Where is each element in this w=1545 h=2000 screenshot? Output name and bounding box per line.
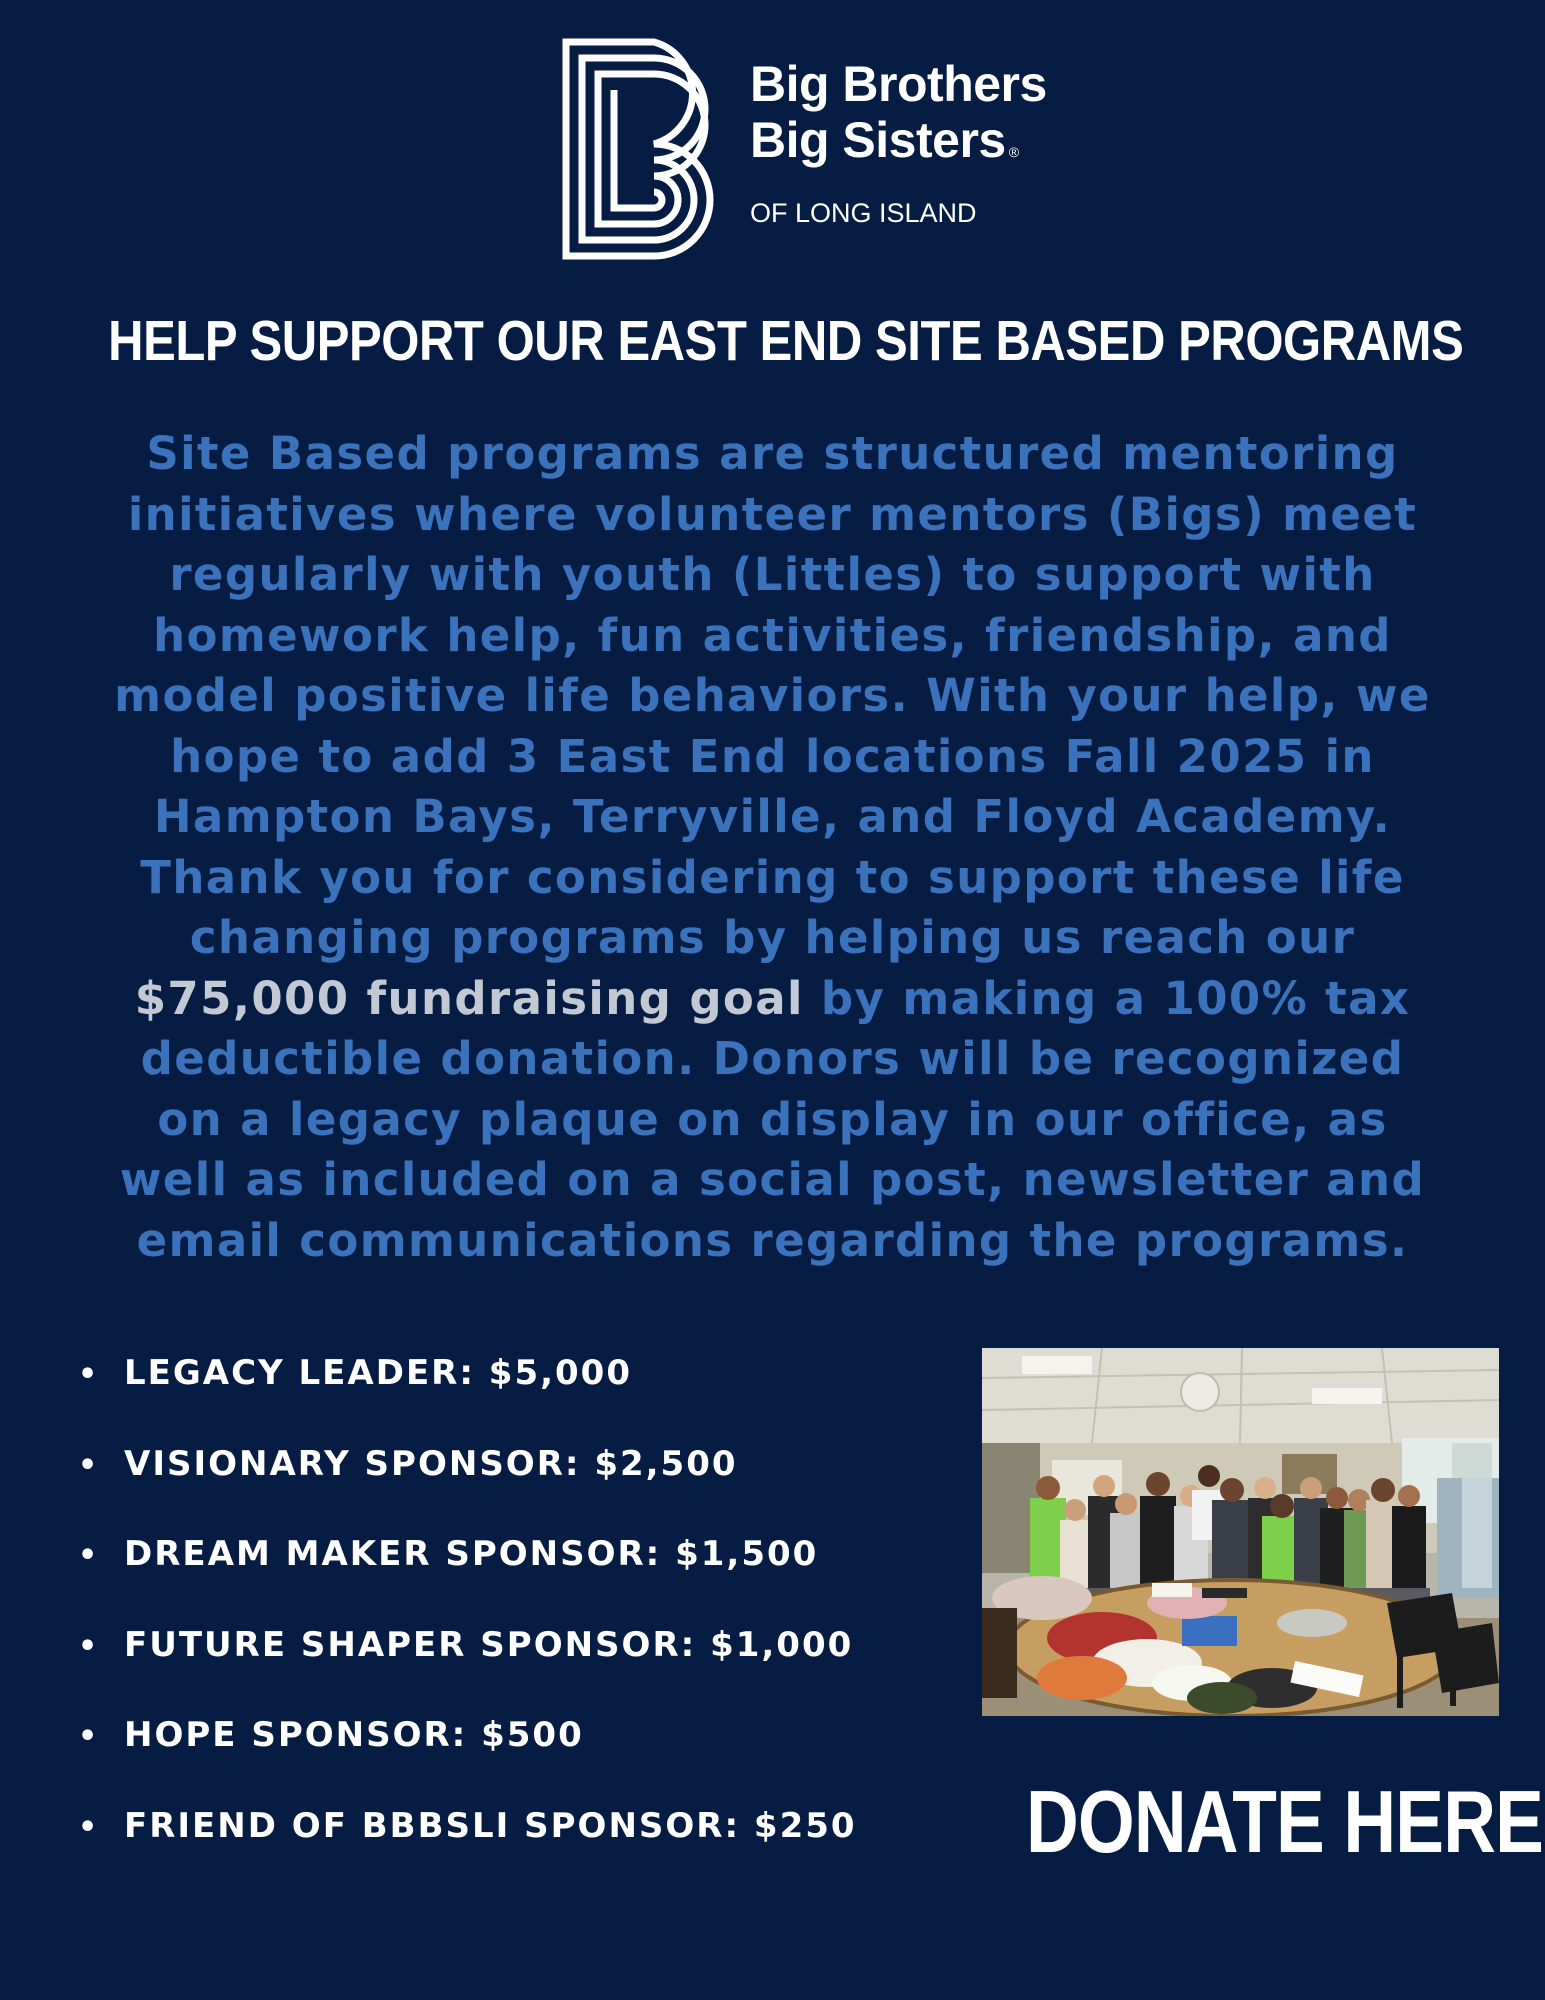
fundraising-goal-highlight: $75,000 fundraising goal xyxy=(134,971,804,1025)
sponsor-tier-label: FUTURE SHAPER SPONSOR: $1,000 xyxy=(124,1624,854,1665)
description-line: hope to add 3 East End locations Fall 2025 in xyxy=(170,729,1375,783)
description-line: Site Based programs are structured mentoring xyxy=(146,427,1399,480)
logo-line-2 xyxy=(750,112,1047,180)
donate-here-button[interactable]: DONATE HERE xyxy=(1025,1772,1544,1871)
logo-wordmark xyxy=(750,56,1047,228)
sponsor-tier-label: FRIEND OF BBBSLI SPONSOR: $250 xyxy=(124,1805,857,1846)
description-line: well as included on a social post, newsletter and xyxy=(119,1153,1426,1206)
sponsor-tier xyxy=(78,1800,938,1891)
sponsor-tier xyxy=(78,1438,938,1529)
bullet-icon: • xyxy=(78,1447,100,1483)
description-line: changing programs by helping us reach our xyxy=(189,911,1356,964)
bullet-icon: • xyxy=(78,1719,100,1754)
bullet-icon: • xyxy=(78,1809,100,1845)
organization-logo xyxy=(562,38,1047,263)
page-headline: HELP SUPPORT OUR EAST END SITE BASED PROGRAMS xyxy=(108,309,1464,373)
sponsor-tier-list xyxy=(78,1347,938,1890)
bullet-icon: • xyxy=(78,1628,100,1664)
logo-line-2-text: Big Sisters xyxy=(750,112,1006,168)
description-line: on a legacy plaque on display in our office, as xyxy=(157,1092,1388,1146)
logo-line-1: Big Brothers xyxy=(750,56,1047,112)
sponsor-tier-label: HOPE SPONSOR: $500 xyxy=(124,1715,584,1755)
sponsor-tier xyxy=(78,1619,938,1710)
sponsor-tier-label: VISIONARY SPONSOR: $2,500 xyxy=(124,1443,738,1484)
description-line: homework help, fun activities, friendship, and xyxy=(153,608,1392,662)
sponsor-tier-label: DREAM MAKER SPONSOR: $1,500 xyxy=(124,1534,819,1574)
group-photo xyxy=(982,1348,1499,1716)
sponsor-tier xyxy=(78,1528,938,1619)
bullet-icon: • xyxy=(78,1357,100,1392)
goal-line-rest: by making a 100% tax xyxy=(803,971,1411,1025)
description-line: model positive life behaviors. With your help, we xyxy=(114,669,1431,722)
description-line: deductible donation. Donors will be recognized xyxy=(140,1032,1405,1085)
program-description xyxy=(40,424,1505,1271)
registered-mark: ® xyxy=(1008,144,1019,160)
bullet-icon: • xyxy=(78,1538,100,1573)
group-photo-illustration xyxy=(982,1348,1499,1716)
description-line: email communications regarding the programs. xyxy=(136,1213,1409,1267)
description-line: regularly with youth (Littles) to support with xyxy=(169,548,1376,601)
sponsor-tier xyxy=(78,1347,938,1438)
bbbs-logo-icon xyxy=(562,38,722,260)
logo-subline: OF LONG ISLAND xyxy=(750,198,977,228)
sponsor-tier-label: LEGACY LEADER: $5,000 xyxy=(124,1353,632,1393)
description-line: Thank you for considering to support these life xyxy=(140,850,1405,904)
description-line: Hampton Bays, Terryville, and Floyd Academy. xyxy=(153,790,1392,843)
description-line-goal xyxy=(40,969,1505,1030)
sponsor-tier xyxy=(78,1709,938,1800)
description-line: initiatives where volunteer mentors (Bigs) meet xyxy=(127,487,1418,541)
